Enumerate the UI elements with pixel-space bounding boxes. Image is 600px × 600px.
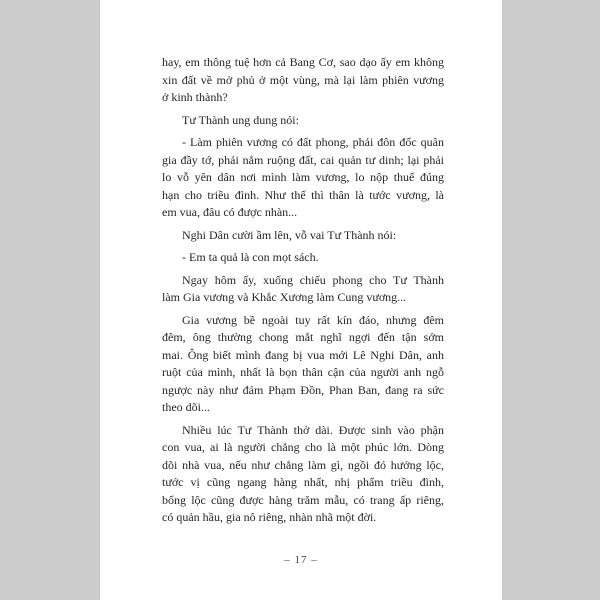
text-line: Ngay hôm ấy, xuống chiếu phong cho Tư Thành — [182, 272, 444, 287]
text-line: Tư Thành ung dung nói: — [182, 112, 299, 127]
text-line: con vua, ai là người chẳng cho là một phúc lớn. Dòng — [162, 440, 444, 454]
page-text — [162, 54, 444, 527]
text-line: làm Gia vương và Khắc Xương làm Cung vương... — [162, 290, 407, 304]
paragraph — [162, 112, 444, 130]
book-page — [100, 0, 502, 600]
text-line: - Làm phiên vương có đất phong, phải đôn đốc quân — [182, 135, 444, 149]
text-line: - Em ta quả là con mọt sách. — [182, 250, 319, 264]
paragraph — [162, 272, 444, 307]
paragraph — [162, 312, 444, 417]
text-line: gia đầy tớ, phải nắm ruộng đất, cai quản tư dinh; lại phải — [162, 152, 444, 167]
paragraph — [162, 249, 444, 267]
text-line: ruột của mình, nhất là bọn thân cận của người anh ngỗ — [162, 365, 444, 379]
page-number: – 17 – — [284, 554, 318, 566]
text-line: có quản hầu, gia nô riêng, nhàn nhã một đời. — [162, 510, 377, 524]
paragraph — [162, 54, 444, 107]
text-line: tước vị cũng ngang hàng nhất, nhị phẩm triều đình, — [162, 475, 444, 489]
text-line: Nhiều lúc Tư Thành thở dài. Được sinh vào phận — [182, 422, 444, 437]
text-line: em vua, đâu có được nhàn... — [162, 205, 298, 219]
text-line: hạn cho triều đình. Như thế thì thân là tước vương, là — [162, 187, 444, 202]
text-line: theo dõi... — [162, 400, 210, 414]
text-line: ở kinh thành? — [162, 90, 228, 104]
paragraph — [162, 227, 444, 245]
paragraph — [162, 134, 444, 222]
text-line: bổng lộc cũng được hàng trăm mẫu, có trang ấp riêng, — [162, 492, 444, 507]
text-line: lo vỗ yên dân nơi mình làm vương, lo nộp thuế đúng — [162, 170, 444, 184]
paragraph — [162, 422, 444, 527]
text-line: ngược này như đám Phạm Đồn, Phan Ban, đang ra sức — [162, 382, 444, 397]
text-line: đêm, ông thường chong mắt nghĩ ngợi đến tận sớm — [162, 330, 444, 344]
text-line: Gia vương bề ngoài tuy rất kín đáo, nhưng đêm — [182, 312, 444, 327]
text-line: hay, em thông tuệ hơn cả Bang Cơ, sao dạo ấy em không — [162, 55, 444, 69]
text-line: mai. Ông biết mình đang bị vua mới Lê Nghi Dân, anh — [162, 347, 444, 362]
text-line: Nghi Dân cười ầm lên, vỗ vai Tư Thành nói: — [182, 227, 397, 242]
text-line: xin đất về mở phủ ở một vùng, mà lại làm phiên vương — [162, 72, 444, 87]
text-line: dõi nhà vua, nếu như chẳng làm gì, ngồi đó hưởng lộc, — [162, 457, 444, 472]
